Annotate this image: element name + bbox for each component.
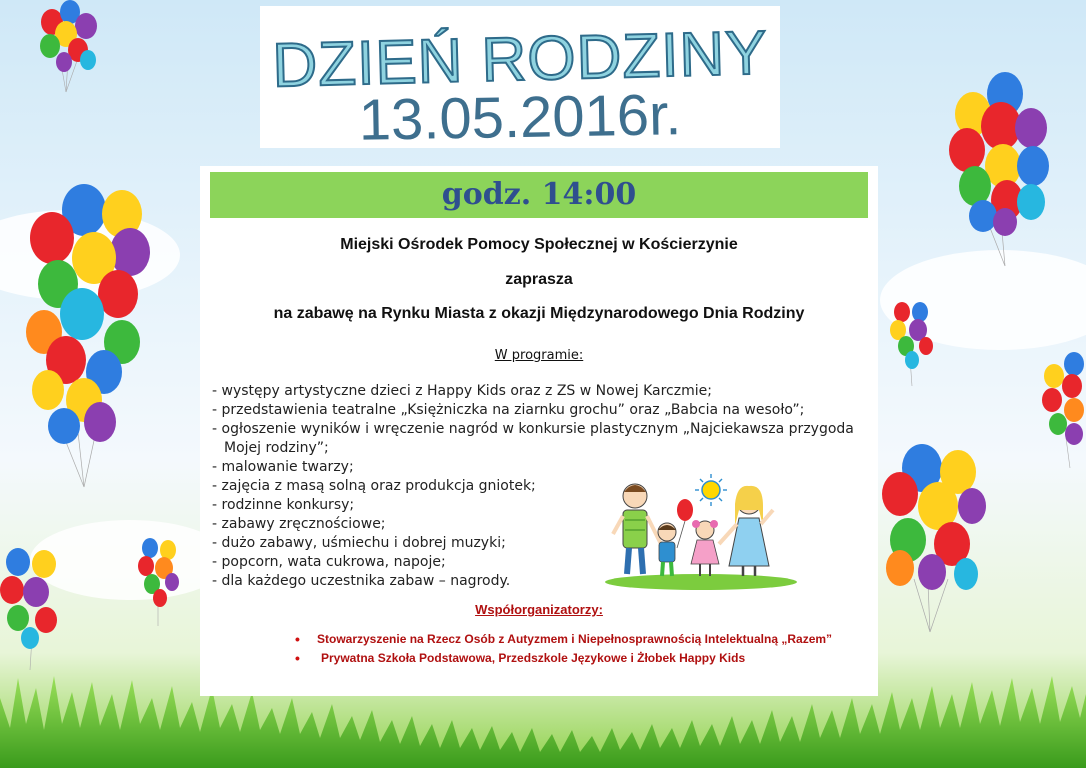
balloons-right-edge <box>1040 350 1086 470</box>
coorganizer-item: • Prywatna Szkoła Podstawowa, Przedszkole Językowe i Żłobek Happy Kids <box>295 651 875 665</box>
program-item: - zajęcia z masą solną oraz produkcja gniotek; <box>212 477 872 496</box>
sun-icon <box>695 474 727 506</box>
program-item: - malowanie twarzy; <box>212 458 872 477</box>
event-time: godz. 14:00 <box>210 172 868 218</box>
program-item: - przedstawienia teatralne „Księżniczka na ziarnku grochu” oraz „Babcia na wesoło”; <box>212 401 872 420</box>
program-item: - ogłoszenie wyników i wręczenie nagród w konkursie plastycznym „Najciekawsza przygoda Mojej rodziny”; <box>212 420 872 458</box>
family-illustration <box>603 470 799 590</box>
balloons-bottom-right <box>878 444 988 634</box>
program-item: - rodzinne konkursy; <box>212 496 872 515</box>
balloons-top-left <box>30 0 110 95</box>
invitation-card <box>200 166 878 696</box>
coorganizers-list <box>295 632 875 670</box>
balloons-top-right <box>945 70 1055 270</box>
organizer-name: Miejski Ośrodek Pomocy Społecznej w Kościerzynie <box>340 236 738 253</box>
program-item: - dla każdego uczestnika zabaw – nagrody. <box>212 572 872 591</box>
event-date: 13.05.2016r. <box>358 82 682 153</box>
balloons-small-left <box>132 536 186 628</box>
invite-text: zaprasza <box>505 271 573 288</box>
program-item: - popcorn, wata cukrowa, napoje; <box>212 553 872 572</box>
balloons-left-large <box>18 182 158 492</box>
balloons-small-right <box>884 300 940 388</box>
balloons-bottom-left <box>0 542 70 672</box>
program-item: - zabawy zręcznościowe; <box>212 515 872 534</box>
coorganizers-header: Współorganizatorzy: <box>475 602 603 617</box>
coorganizer-item: • Stowarzyszenie na Rzecz Osób z Autyzmem i Niepełnosprawnością Intelektualną „Razem” <box>295 632 875 646</box>
occasion-text: na zabawę na Rynku Miasta z okazji Międzynarodowego Dnia Rodziny <box>273 305 805 322</box>
program-header: W programie: <box>494 348 584 363</box>
event-title: DZIEŃ RODZINY <box>271 18 769 101</box>
program-item: - dużo zabawy, uśmiechu i dobrej muzyki; <box>212 534 872 553</box>
program-item: - występy artystyczne dzieci z Happy Kids oraz z ZS w Nowej Karczmie; <box>212 382 872 401</box>
title-banner <box>260 6 780 153</box>
